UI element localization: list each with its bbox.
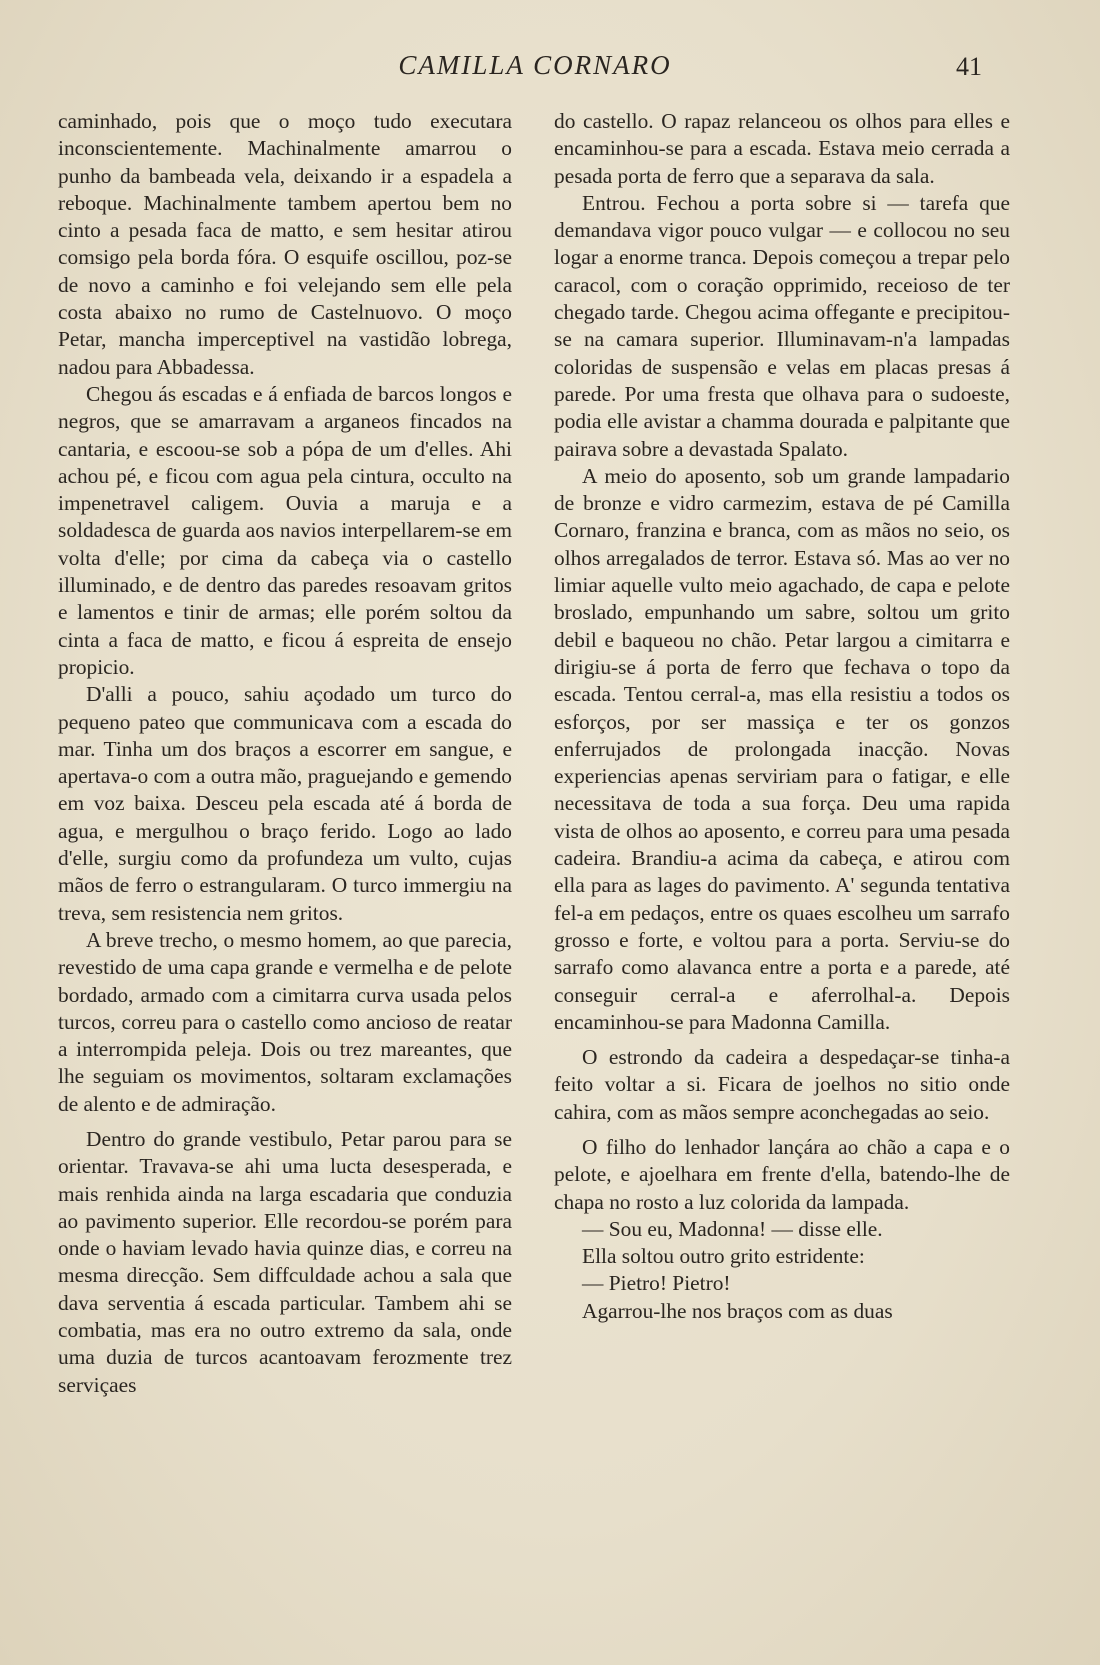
paragraph: A meio do aposento, sob um grande lampadario de bronze e vidro carmezim, estava de pé Camilla Cornaro, franzina e branca, com as mãos no seio, os olhos arregalados de terror. Estava só. Mas ao ver no limiar aquelle vulto meio agachado, de capa e pelote broslado, empunhando um sabre, soltou um grito debil e baqueou no chão. Petar largou a cimitarra e dirigiu-se á porta de ferro que fechava o topo da escada. Tentou cerral-a, mas ella resistiu a todos os esforços, por ser massiça e ter os gonzos enferrujados de prolongada inacção. Novas experiencias apenas serviriam para o fatigar, e elle necessitava de toda a sua força. Deu uma rapida vista de olhos ao aposento, e correu para uma pesada cadeira. Brandiu-a acima da cabeça, e atirou com ella para as lages do pavimento. A' segunda tentativa fel-a em pedaços, entre os quaes escolheu um sarrafo grosso e forte, e voltou para a porta. Serviu-se do sarrafo como alavanca entre a porta e a parede, até conseguir cerral-a e aferrolhal-a. Depois encaminhou-se para Madonna Camilla.	[554, 463, 1010, 1034]
paragraph: do castello. O rapaz relanceou os olhos para elles e encaminhou-se para a escada. Estava meio cerrada a pesada porta de ferro que a separava da sala.	[554, 109, 1010, 188]
dialogue-line: Ella soltou outro grito estridente:	[582, 1244, 865, 1269]
right-text-column	[554, 108, 1010, 1325]
paragraph: Agarrou-lhe nos braços com as duas	[582, 1298, 893, 1323]
dialogue-line: — Pietro! Pietro!	[582, 1271, 731, 1296]
paragraph: Entrou. Fechou a porta sobre si — tarefa que demandava vigor pouco vulgar — e collocou no seu logar a enorme tranca. Depois começou a trepar pelo caracol, com o coração opprimido, receioso de ter chegado tarde. Chegou acima offegante e precipitou-se na camara superior. Illuminavam-n'a lampadas coloridas de suspensão e velas em placas presas á parede. Por uma fresta que olhava para o sudoeste, podia elle avistar a chamma dourada e palpitante que pairava sobre a devastada Spalato.	[554, 190, 1010, 461]
paragraph: Chegou ás escadas e á enfiada de barcos longos e negros, que se amarravam a arganeos fincados na cantaria, e escoou-se sob a pópa de um d'elles. Ahi achou pé, e ficou com agua pela cintura, occulto na impenetravel caligem. Ouvia a maruja e a soldadesca de guarda aos navios interpellarem-se em volta d'elle; por cima da cabeça via o castello illuminado, e de dentro das paredes resoavam gritos e lamentos e tinir de armas; elle porém soltou da cinta a faca de matto, e ficou á espreita de ensejo propicio.	[58, 381, 512, 679]
paragraph: caminhado, pois que o moço tudo executara inconscientemente. Machinalmente amarrou o punho da bambeada vela, deixando ir a espadela a reboque. Machinalmente tambem apertou bem no cinto a pesada faca de matto, e sem hesitar atirou comsigo pela borda fóra. O esquife oscillou, poz-se de novo a caminho e foi velejando sem elle pela costa abaixo no rumo de Castelnuovo. O moço Petar, mancha imperceptivel na vastidão lobrega, nadou para Abbadessa.	[58, 109, 512, 379]
paragraph: A breve trecho, o mesmo homem, ao que parecia, revestido de uma capa grande e vermelha e de pelote bordado, armado com a cimitarra curva usada pelos turcos, correu para o castello como ancioso de reatar a interrompida peleja. Dois ou trez mareantes, que lhe seguiam os movimentos, soltaram exclamações de alento e de admiração.	[58, 927, 512, 1116]
left-text-column	[58, 108, 512, 1399]
page-number: 41	[956, 52, 982, 81]
dialogue-line: — Sou eu, Madonna! — disse elle.	[582, 1216, 883, 1241]
paragraph: O estrondo da cadeira a despedaçar-se tinha-a feito voltar a si. Ficara de joelhos no sitio onde cahira, com as mãos sempre aconchegadas ao seio.	[554, 1045, 1010, 1124]
running-title: CAMILLA CORNARO	[398, 50, 672, 80]
paragraph: O filho do lenhador lançára ao chão a capa e o pelote, e ajoelhara em frente d'ella, batendo-lhe de chapa no rosto a luz colorida da lampada.	[554, 1134, 1010, 1214]
paragraph: Dentro do grande vestibulo, Petar parou para se orientar. Travava-se ahi uma lucta desesperada, e mais renhida ainda na larga escadaria que conduzia ao pavimento superior. Elle recordou-se porém para onde o haviam levado havia quinze dias, e correu na mesma direcção. Sem diffculdade achou a sala que dava serventia á escada particular. Tambem ahi se combatia, mas era no outro extremo da sala, onde uma duzia de turcos acantoavam ferozmente trez serviçaes	[58, 1126, 512, 1397]
paragraph: D'alli a pouco, sahiu açodado um turco do pequeno pateo que communicava com a escada do mar. Tinha um dos braços a escorrer em sangue, e apertava-o com a outra mão, praguejando e gemendo em voz baixa. Desceu pela escada até á borda de agua, e mergulhou o braço ferido. Logo ao lado d'elle, surgiu como da profundeza um vulto, cujas mãos de ferro o estrangularam. O turco immergiu na treva, sem resistencia nem gritos.	[58, 682, 512, 925]
page-header	[0, 48, 1100, 88]
